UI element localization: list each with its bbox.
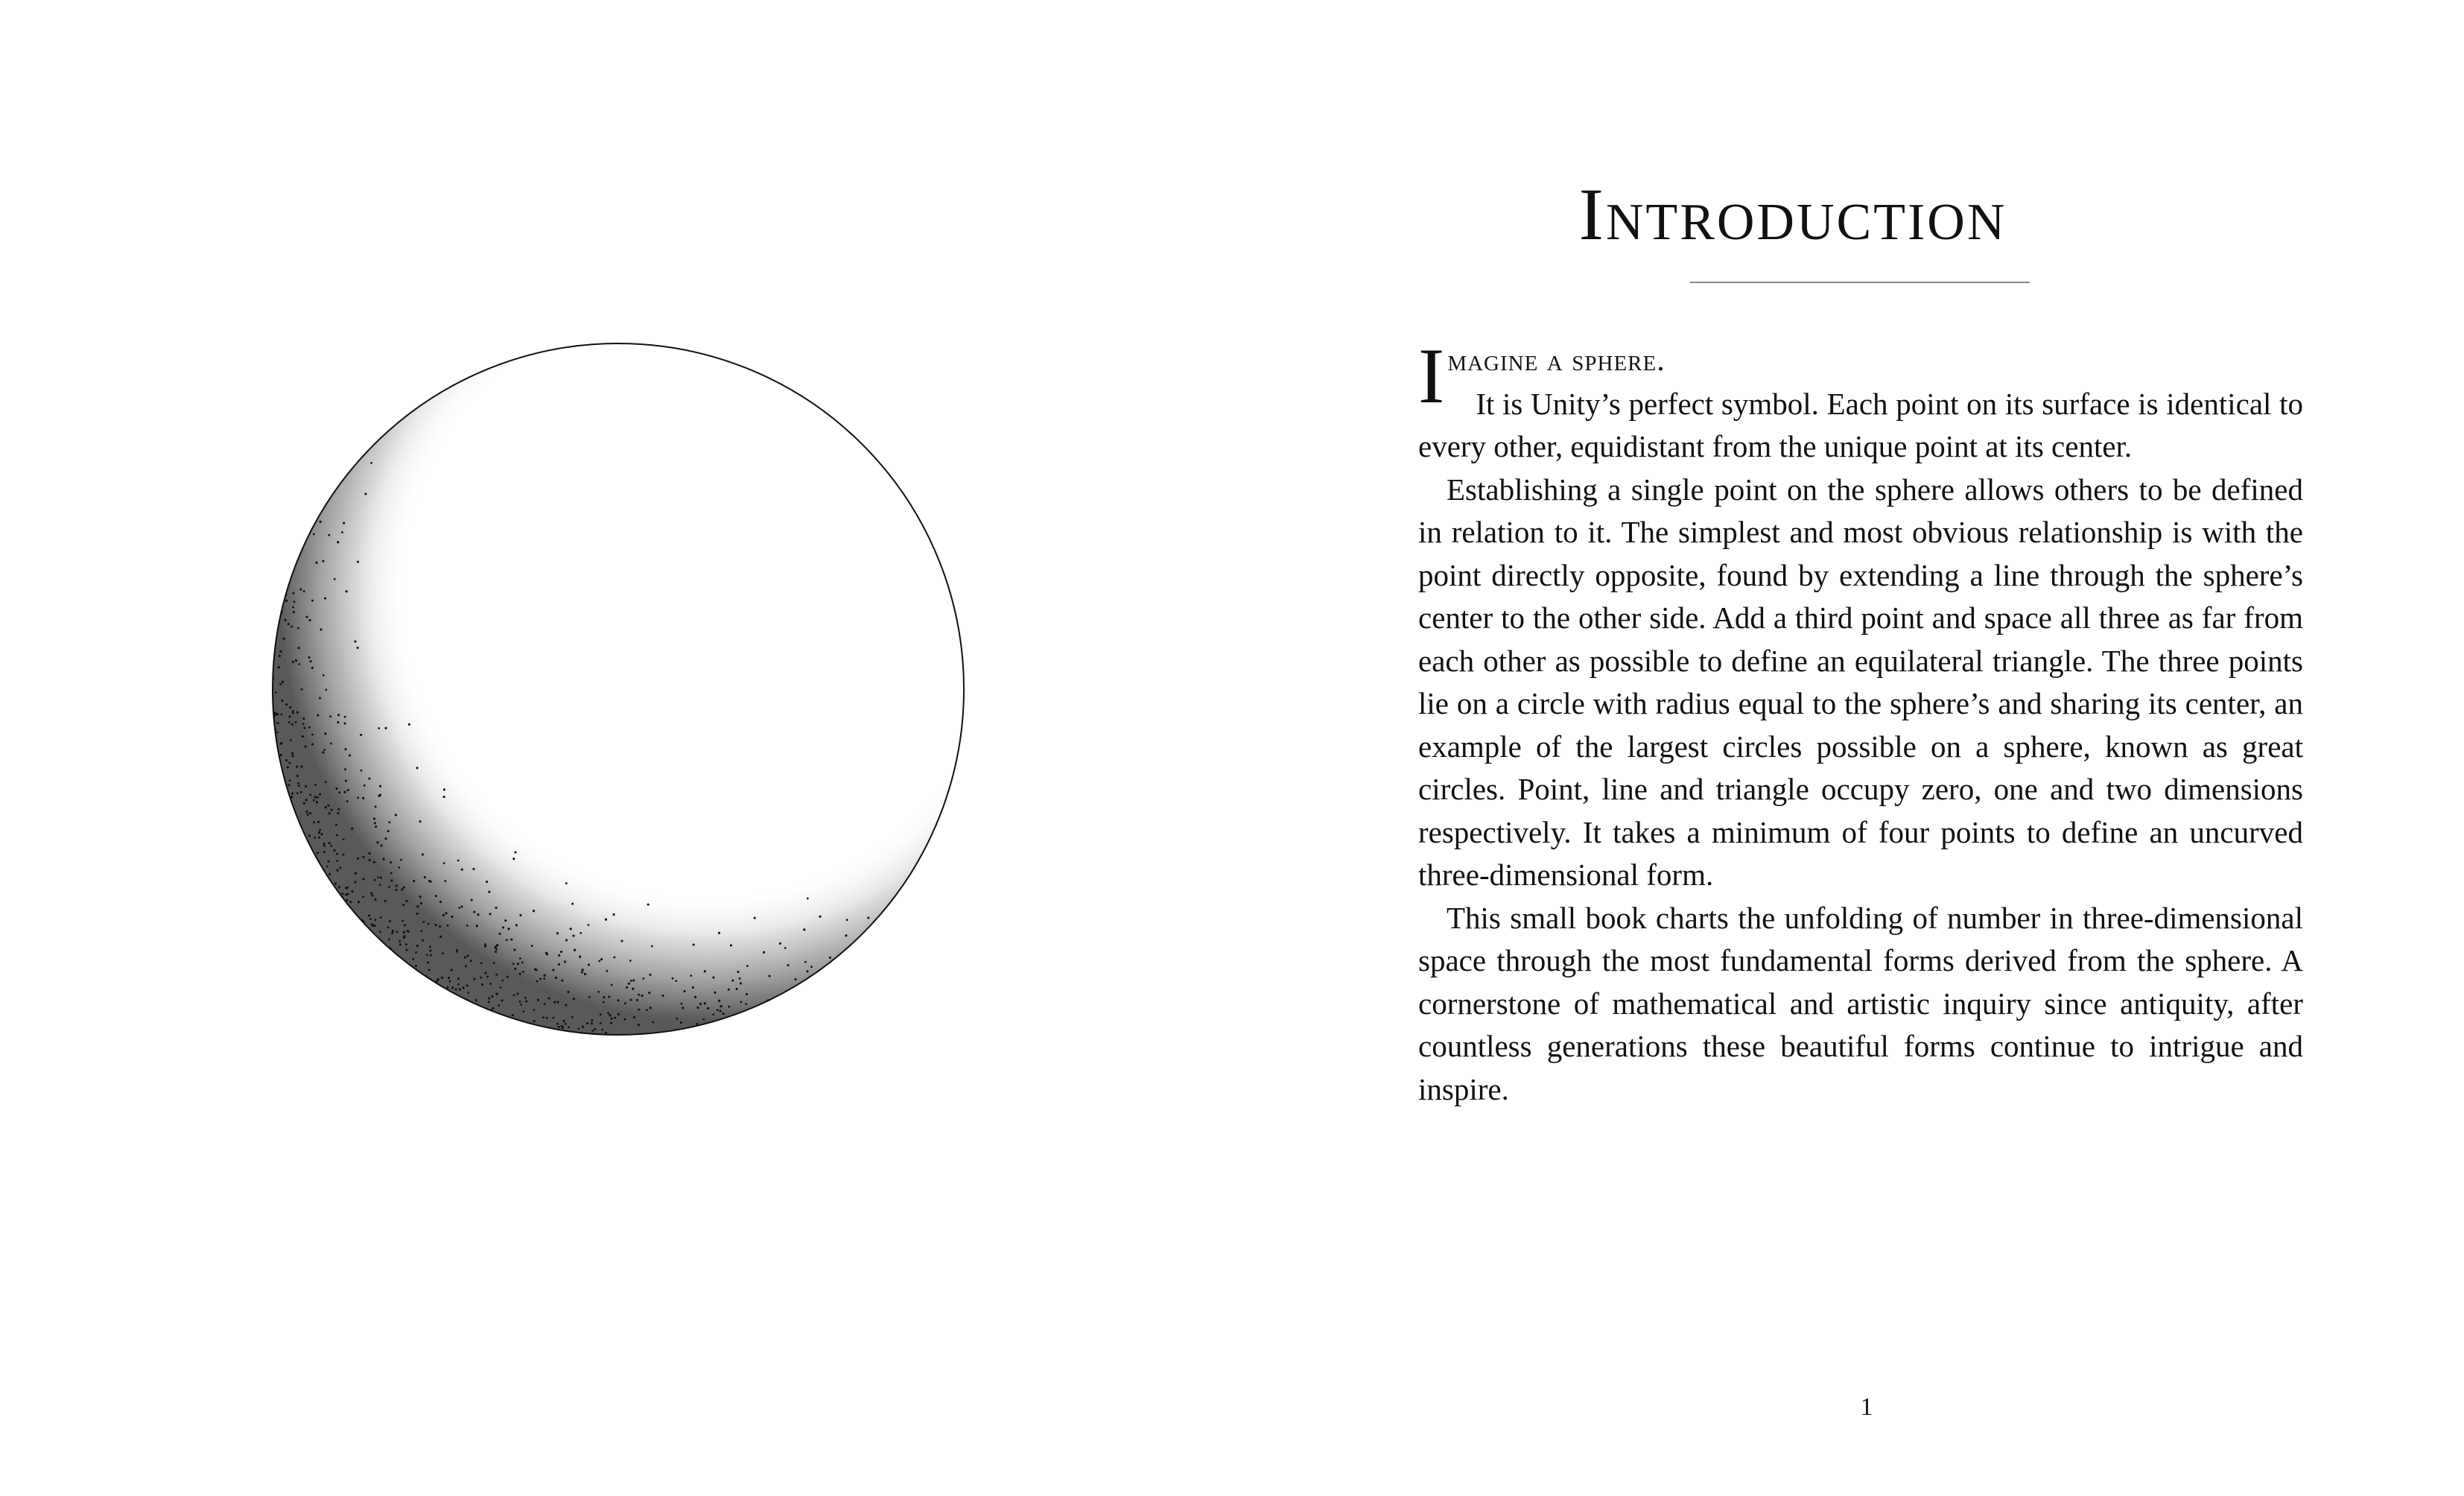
title-divider xyxy=(1690,282,2030,283)
page-number: 1 xyxy=(1860,1393,1873,1421)
lead-in-text: magine a sphere. xyxy=(1447,343,1666,378)
chapter-title: Introduction xyxy=(1578,173,2007,256)
sphere-svg xyxy=(268,339,968,1039)
body-text xyxy=(1418,332,2303,1111)
lead-paragraph xyxy=(1418,332,2303,419)
sphere-illustration xyxy=(268,339,968,1039)
paragraph-1: It is Unity’s perfect symbol. Each point on its surface is identical to every other, equidistant from the unique point at its center. xyxy=(1418,386,2303,463)
sphere-shading xyxy=(273,343,964,1035)
right-page xyxy=(1232,0,2464,1496)
paragraph-3: This small book charts the unfolding of number in three-dimensional space through the most fundamental forms derived from the sphere. A cornerstone of mathematical and artistic inquiry since antiquity, after countless generations these beautiful forms continue to intrigue and inspire. xyxy=(1418,900,2303,1106)
drop-cap: I xyxy=(1418,332,1445,419)
paragraph-2: Establishing a single point on the sphere allows others to be defined in relation to it. The simplest and most obvious relationship is with the point directly opposite, found by extending a line through the sphere’s center to the other side. Add a third point and space all three as far from each other as possible to define an equilateral triangle. The three points lie on a circle with radius equal to the sphere’s and sharing its center, an example of the largest circles possible on a sphere, known as great circles. Point, line and triangle occupy zero, one and two dimensions respectively. It takes a minimum of four points to define an uncurved three-dimensional form. xyxy=(1418,472,2303,892)
